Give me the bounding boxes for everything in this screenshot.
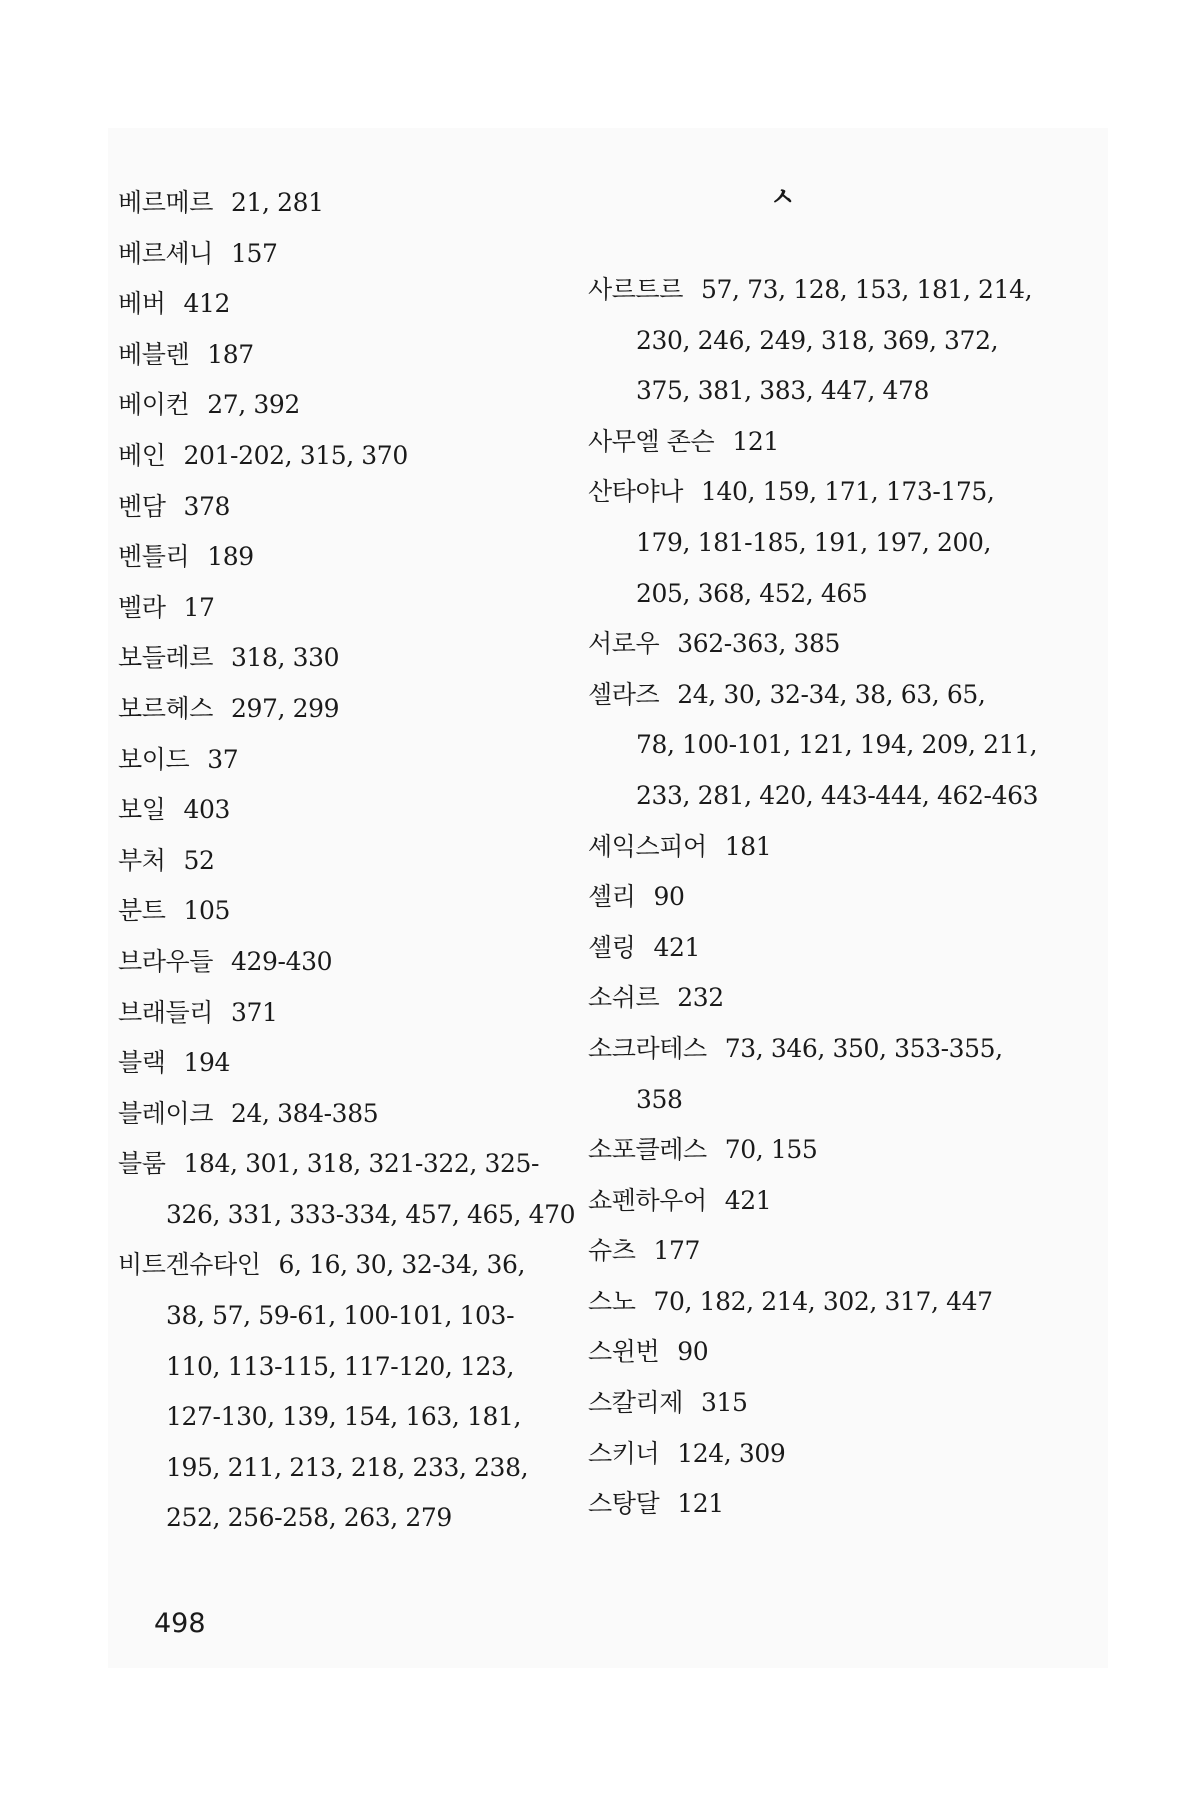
index-entry — [588, 822, 1018, 873]
index-term: 소포클레스 — [588, 1135, 707, 1165]
index-entry — [118, 988, 548, 1039]
index-pages: 6, 16, 30, 32-34, 36, — [278, 1250, 526, 1280]
index-term: 블룸 — [118, 1149, 166, 1179]
index-term: 서로우 — [588, 629, 660, 659]
index-entry — [588, 1176, 1018, 1227]
index-entry — [118, 684, 548, 735]
index-entry-continuation — [118, 1443, 548, 1494]
index-entry — [118, 735, 548, 786]
index-entry-continuation — [118, 1493, 548, 1544]
index-entry — [118, 1240, 548, 1291]
index-term: 블레이크 — [118, 1098, 214, 1128]
index-entry — [588, 1277, 1018, 1328]
index-term: 산타야나 — [588, 477, 684, 507]
index-term: 스칼리제 — [588, 1388, 684, 1418]
index-pages: 37 — [207, 744, 239, 774]
index-term: 비트겐슈타인 — [118, 1250, 261, 1280]
index-entry — [118, 583, 548, 634]
index-term: 스키너 — [588, 1438, 660, 1468]
index-term: 벨라 — [118, 592, 166, 622]
index-entry-continuation — [588, 1075, 1018, 1126]
index-entry — [118, 330, 548, 381]
index-pages: 297, 299 — [231, 693, 340, 723]
index-entry — [588, 923, 1018, 974]
index-term: 쇼펜하우어 — [588, 1185, 707, 1215]
index-entry — [118, 279, 548, 330]
index-pages: 110, 113-115, 117-120, 123, — [166, 1351, 515, 1381]
index-pages: 232 — [677, 983, 724, 1013]
index-entry — [588, 1125, 1018, 1176]
index-pages: 184, 301, 318, 321-322, 325- — [183, 1149, 540, 1179]
index-pages: 362-363, 385 — [677, 629, 840, 659]
index-pages: 189 — [207, 542, 254, 572]
index-entry — [118, 633, 548, 684]
index-pages: 429-430 — [231, 946, 333, 976]
index-term: 브래들리 — [118, 997, 214, 1027]
index-pages: 124, 309 — [677, 1438, 786, 1468]
index-pages: 412 — [183, 289, 231, 319]
index-pages: 24, 30, 32-34, 38, 63, 65, — [677, 679, 986, 709]
index-entry — [588, 467, 1018, 518]
index-pages: 157 — [231, 238, 278, 268]
index-entry — [588, 1024, 1018, 1075]
index-term: 베이컨 — [118, 390, 190, 420]
index-term: 베버 — [118, 289, 166, 319]
index-term: 슈츠 — [588, 1236, 636, 1266]
index-pages: 105 — [183, 896, 231, 926]
index-entry-continuation — [588, 366, 1018, 417]
index-term: 셀라즈 — [588, 679, 660, 709]
index-pages: 315 — [701, 1388, 748, 1418]
index-entry — [118, 482, 548, 533]
index-pages: 403 — [183, 795, 231, 825]
index-pages: 378 — [183, 491, 231, 521]
index-entry — [588, 973, 1018, 1024]
index-entry-continuation — [118, 1342, 548, 1393]
index-term: 스노 — [588, 1286, 636, 1316]
index-entry-continuation — [588, 569, 1018, 620]
index-entry-continuation — [588, 518, 1018, 569]
index-term: 셸리 — [588, 882, 636, 912]
index-entry — [118, 1089, 548, 1140]
index-term: 벤담 — [118, 491, 166, 521]
index-pages: 140, 159, 171, 173-175, — [701, 477, 995, 507]
index-entry-continuation — [588, 316, 1018, 367]
index-pages: 21, 281 — [231, 188, 324, 217]
index-entry — [588, 265, 1033, 316]
index-entry — [118, 1038, 548, 1089]
index-pages: 90 — [653, 882, 685, 912]
index-term: 베인 — [118, 440, 166, 470]
index-pages: 195, 211, 213, 218, 233, 238, — [166, 1452, 529, 1482]
index-pages: 318, 330 — [231, 643, 340, 673]
section-heading: ㅅ — [770, 183, 796, 213]
index-term: 셸링 — [588, 932, 636, 962]
index-term: 베블렌 — [118, 339, 190, 369]
index-pages: 421 — [724, 1185, 772, 1215]
index-entry-continuation — [588, 720, 1038, 771]
index-pages: 121 — [732, 426, 779, 456]
index-pages: 78, 100-101, 121, 194, 209, 211, — [636, 730, 1038, 760]
index-entry — [588, 1429, 1018, 1480]
index-pages: 52 — [183, 845, 215, 875]
index-term: 브라우들 — [118, 946, 214, 976]
index-pages: 375, 381, 383, 447, 478 — [636, 376, 929, 406]
index-entry — [588, 619, 1018, 670]
index-term: 보들레르 — [118, 643, 214, 673]
index-entry — [118, 836, 548, 887]
index-entry — [588, 1378, 1018, 1429]
index-entry — [588, 1226, 1018, 1277]
index-term: 소쉬르 — [588, 983, 660, 1013]
index-pages: 326, 331, 333-334, 457, 465, 470 — [166, 1199, 576, 1229]
index-entry — [118, 1139, 548, 1190]
index-pages: 371 — [231, 997, 278, 1027]
index-entry — [588, 670, 1018, 721]
index-pages: 252, 256-258, 263, 279 — [166, 1503, 452, 1533]
index-entry-continuation — [118, 1291, 548, 1342]
index-pages: 181 — [724, 831, 772, 861]
index-pages: 230, 246, 249, 318, 369, 372, — [636, 325, 999, 355]
index-term: 베르메르 — [118, 188, 214, 217]
index-entry — [588, 872, 1018, 923]
index-pages: 90 — [677, 1337, 709, 1367]
index-entry — [118, 380, 548, 431]
index-pages: 17 — [183, 592, 215, 622]
index-column-right — [588, 265, 1039, 1530]
index-pages: 27, 392 — [207, 390, 300, 420]
index-pages: 57, 73, 128, 153, 181, 214, — [701, 275, 1033, 304]
index-entry-continuation — [118, 1392, 548, 1443]
index-pages: 73, 346, 350, 353-355, — [724, 1033, 1003, 1063]
index-term: 소크라테스 — [588, 1033, 707, 1063]
index-term: 보르헤스 — [118, 693, 214, 723]
index-entry — [118, 532, 548, 583]
index-column-left — [118, 178, 576, 1544]
index-term: 보일 — [118, 795, 166, 825]
index-pages: 194 — [183, 1048, 231, 1078]
index-pages: 127-130, 139, 154, 163, 181, — [166, 1402, 522, 1432]
index-pages: 177 — [653, 1236, 701, 1266]
index-pages: 201-202, 315, 370 — [183, 440, 408, 470]
index-pages: 70, 155 — [724, 1135, 818, 1165]
index-pages: 421 — [653, 932, 701, 962]
index-entry — [588, 417, 1018, 468]
index-entry — [118, 229, 548, 280]
index-term: 보이드 — [118, 744, 190, 774]
index-entry — [118, 937, 548, 988]
index-entry — [588, 1327, 1018, 1378]
index-pages: 24, 384-385 — [231, 1098, 379, 1128]
index-entry — [118, 886, 548, 937]
index-term: 베르셰니 — [118, 238, 214, 268]
index-pages: 179, 181-185, 191, 197, 200, — [636, 527, 992, 557]
index-entry — [118, 431, 548, 482]
index-pages: 70, 182, 214, 302, 317, 447 — [653, 1286, 993, 1316]
index-entry — [118, 785, 548, 836]
index-term: 스탕달 — [588, 1489, 660, 1519]
index-pages: 358 — [636, 1084, 683, 1114]
index-entry — [118, 178, 548, 229]
index-term: 벤틀리 — [118, 542, 190, 572]
index-pages: 205, 368, 452, 465 — [636, 578, 868, 608]
index-pages: 121 — [677, 1489, 724, 1519]
index-term: 사무엘 존슨 — [588, 426, 715, 456]
index-term: 사르트르 — [588, 275, 684, 304]
index-term: 스윈번 — [588, 1337, 660, 1367]
index-entry-continuation — [118, 1190, 576, 1241]
index-entry — [588, 1479, 1018, 1530]
index-pages: 187 — [207, 339, 254, 369]
index-pages: 38, 57, 59-61, 100-101, 103- — [166, 1301, 515, 1331]
index-term: 부처 — [118, 845, 166, 875]
index-term: 분트 — [118, 896, 166, 926]
index-pages: 233, 281, 420, 443-444, 462-463 — [636, 780, 1039, 810]
page-number: 498 — [154, 1608, 206, 1639]
index-term: 셰익스피어 — [588, 831, 707, 861]
index-term: 블랙 — [118, 1048, 166, 1078]
index-entry-continuation — [588, 771, 1039, 822]
